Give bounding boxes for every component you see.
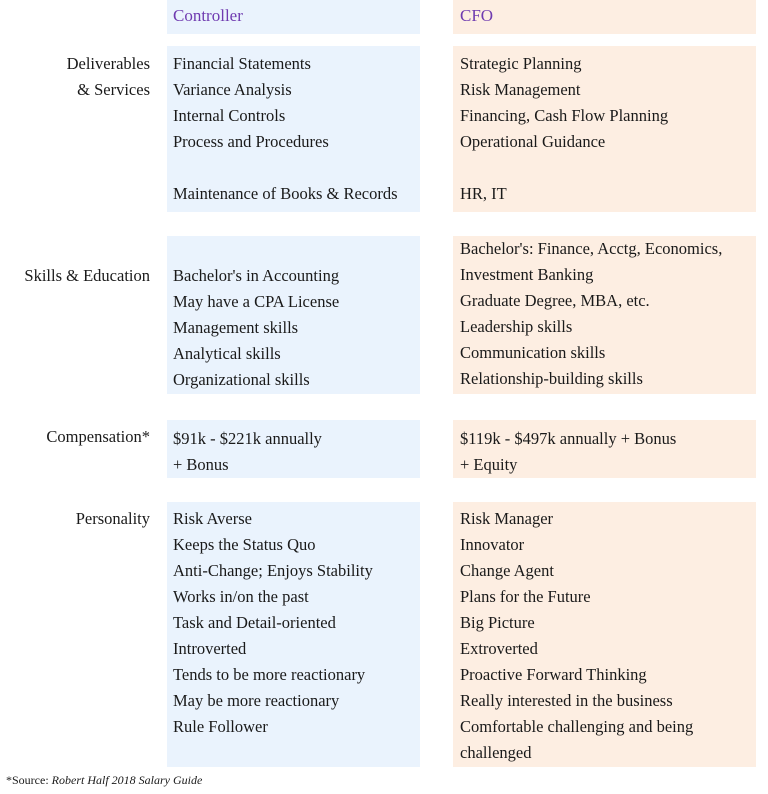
source-footnote <box>6 773 202 788</box>
list-item: Risk Averse <box>173 509 252 528</box>
compensation-label-line: Compensation* <box>46 427 150 446</box>
list-item: Financing, Cash Flow Planning <box>460 106 669 125</box>
cfo-header: CFO <box>460 6 494 25</box>
list-item: Process and Procedures <box>173 132 329 151</box>
list-item: Management skills <box>173 318 299 337</box>
list-item: + Equity <box>460 455 518 474</box>
skills-label-line: Skills & Education <box>24 266 150 285</box>
list-item: Strategic Planning <box>460 54 582 73</box>
list-item: Variance Analysis <box>173 80 292 99</box>
list-item: Bachelor's in Accounting <box>173 266 340 285</box>
cfo-compensation-list <box>460 426 676 478</box>
footnote-source: Robert Half 2018 Salary Guide <box>51 773 203 787</box>
list-item: May have a CPA License <box>173 292 340 311</box>
list-item: Risk Manager <box>460 509 554 528</box>
cfo-deliverables-list <box>460 51 668 207</box>
list-item: $119k - $497k annually + Bonus <box>460 429 677 448</box>
personality-label-line: Personality <box>75 509 150 528</box>
controller-compensation-list <box>173 426 322 478</box>
list-item: challenged <box>460 743 532 762</box>
list-item: Financial Statements <box>173 54 311 73</box>
list-item: Anti-Change; Enjoys Stability <box>173 561 373 580</box>
list-item: Organizational skills <box>173 370 310 389</box>
controller-deliverables-list <box>173 51 398 207</box>
cfo-personality-list <box>460 506 693 766</box>
cfo-skills-list <box>460 236 722 392</box>
list-item: Communication skills <box>460 343 606 362</box>
list-item: + Bonus <box>173 455 229 474</box>
list-item: Investment Banking <box>460 265 594 284</box>
list-item: HR, IT <box>460 184 507 203</box>
list-item: Maintenance of Books & Records <box>173 184 398 203</box>
deliverables-label-line: Deliverables <box>66 54 150 73</box>
list-item: Works in/on the past <box>173 587 309 606</box>
skills-label <box>24 263 150 289</box>
list-item: Internal Controls <box>173 106 286 125</box>
list-item: Introverted <box>173 639 247 658</box>
list-item: Innovator <box>460 535 525 554</box>
list-item: Tends to be more reactionary <box>173 665 366 684</box>
list-item-spacer <box>173 155 398 181</box>
controller-header: Controller <box>173 6 243 25</box>
cfo-header-bg <box>453 0 756 34</box>
list-item: Big Picture <box>460 613 535 632</box>
compensation-label <box>46 424 150 450</box>
list-item: $91k - $221k annually <box>173 429 322 448</box>
list-item: May be more reactionary <box>173 691 340 710</box>
list-item: Rule Follower <box>173 717 268 736</box>
list-item: Plans for the Future <box>460 587 591 606</box>
footnote-prefix: *Source: <box>6 773 49 787</box>
list-item: Leadership skills <box>460 317 573 336</box>
controller-personality-list <box>173 506 373 740</box>
controller-skills-list <box>173 263 339 393</box>
list-item: Keeps the Status Quo <box>173 535 316 554</box>
list-item: Operational Guidance <box>460 132 606 151</box>
list-item: Task and Detail-oriented <box>173 613 336 632</box>
deliverables-label <box>67 51 150 103</box>
personality-label <box>76 506 150 532</box>
list-item: Bachelor's: Finance, Acctg, Economics, <box>460 239 723 258</box>
list-item: Comfortable challenging and being <box>460 717 694 736</box>
list-item: Risk Management <box>460 80 581 99</box>
list-item: Really interested in the business <box>460 691 673 710</box>
list-item-spacer <box>460 155 668 181</box>
deliverables-label-line: & Services <box>77 80 150 99</box>
list-item: Extroverted <box>460 639 538 658</box>
list-item: Relationship-building skills <box>460 369 643 388</box>
list-item: Proactive Forward Thinking <box>460 665 647 684</box>
list-item: Change Agent <box>460 561 554 580</box>
list-item: Graduate Degree, MBA, etc. <box>460 291 650 310</box>
list-item: Analytical skills <box>173 344 281 363</box>
